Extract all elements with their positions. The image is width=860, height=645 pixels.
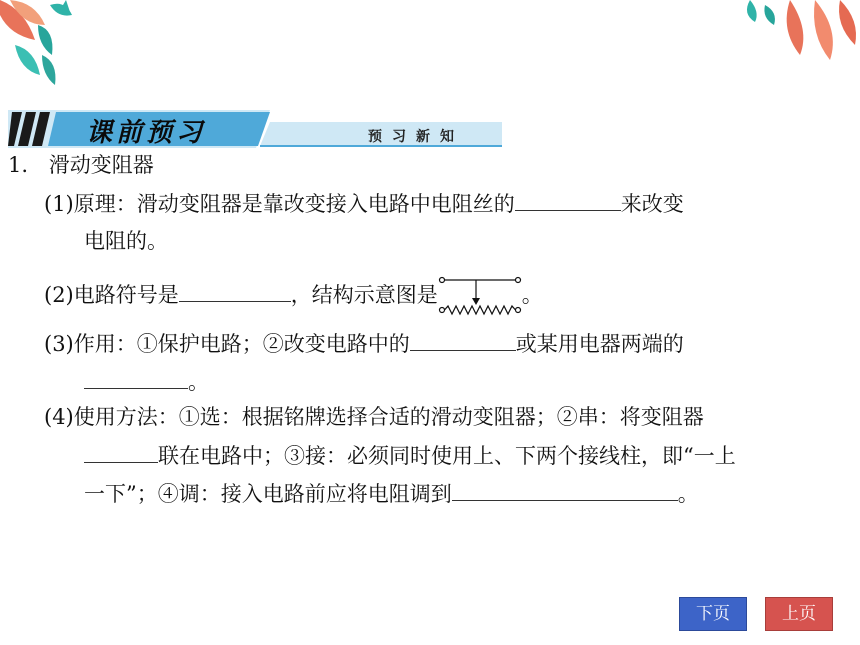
item-3-line-1	[44, 328, 684, 359]
item-4-text-b: 联在电路中；③接：必须同时使用上、下两个接线柱，即“一上	[158, 444, 736, 468]
question-title: 滑动变阻器	[48, 153, 154, 177]
item-1-line-2	[84, 226, 168, 256]
item-1-line-1	[44, 188, 684, 219]
item-2-line	[44, 276, 543, 316]
item-2-label: (2)	[44, 283, 74, 307]
blank-3[interactable]	[410, 328, 516, 351]
leaf-decoration-left	[0, 0, 120, 100]
item-1-text-b: 来改变	[620, 192, 684, 216]
question-number: 1.	[8, 153, 29, 177]
section-title: 课前预习	[86, 118, 207, 148]
leaf-decoration-right	[730, 0, 860, 75]
item-4-label: (4)	[44, 405, 74, 429]
blank-1[interactable]	[515, 188, 621, 211]
blank-4[interactable]	[84, 366, 188, 389]
question-heading	[8, 150, 154, 180]
previous-page-button[interactable]: 上页	[765, 597, 833, 631]
item-1-label: (1)	[44, 192, 74, 216]
item-3-text-c: 。	[188, 370, 209, 394]
blank-5[interactable]	[84, 440, 158, 463]
item-4-line-1	[44, 402, 704, 432]
item-2-text-b: ，结构示意图是	[290, 283, 438, 307]
blank-2[interactable]	[179, 279, 291, 302]
item-3-text-b: 或某用电器两端的	[515, 332, 684, 356]
rheostat-diagram	[438, 276, 522, 316]
item-3-line-2	[84, 366, 209, 397]
item-4-text-d: 。	[677, 482, 699, 506]
item-4-text-c: 一下”；④调：接入电路前应将电阻调到	[84, 482, 452, 506]
item-4-line-2	[84, 440, 736, 471]
item-2-text-c: 。	[521, 283, 543, 307]
blank-6[interactable]	[452, 478, 678, 501]
item-1-text-c: 电阻的。	[84, 229, 168, 253]
item-3-label: (3)	[44, 332, 74, 356]
next-page-button[interactable]: 下页	[679, 597, 747, 631]
section-subtitle: 预习新知	[368, 129, 464, 145]
item-4-text-a: 使用方法：①选：根据铭牌选择合适的滑动变阻器；②串：将变阻器	[73, 405, 704, 429]
section-banner	[8, 110, 502, 150]
item-3-text-a: 作用：①保护电路；②改变电路中的	[73, 332, 410, 356]
item-2-text-a: 电路符号是	[73, 283, 179, 307]
item-1-text-a: 原理：滑动变阻器是靠改变接入电路中电阻丝的	[73, 192, 515, 216]
item-4-line-3	[84, 478, 699, 509]
